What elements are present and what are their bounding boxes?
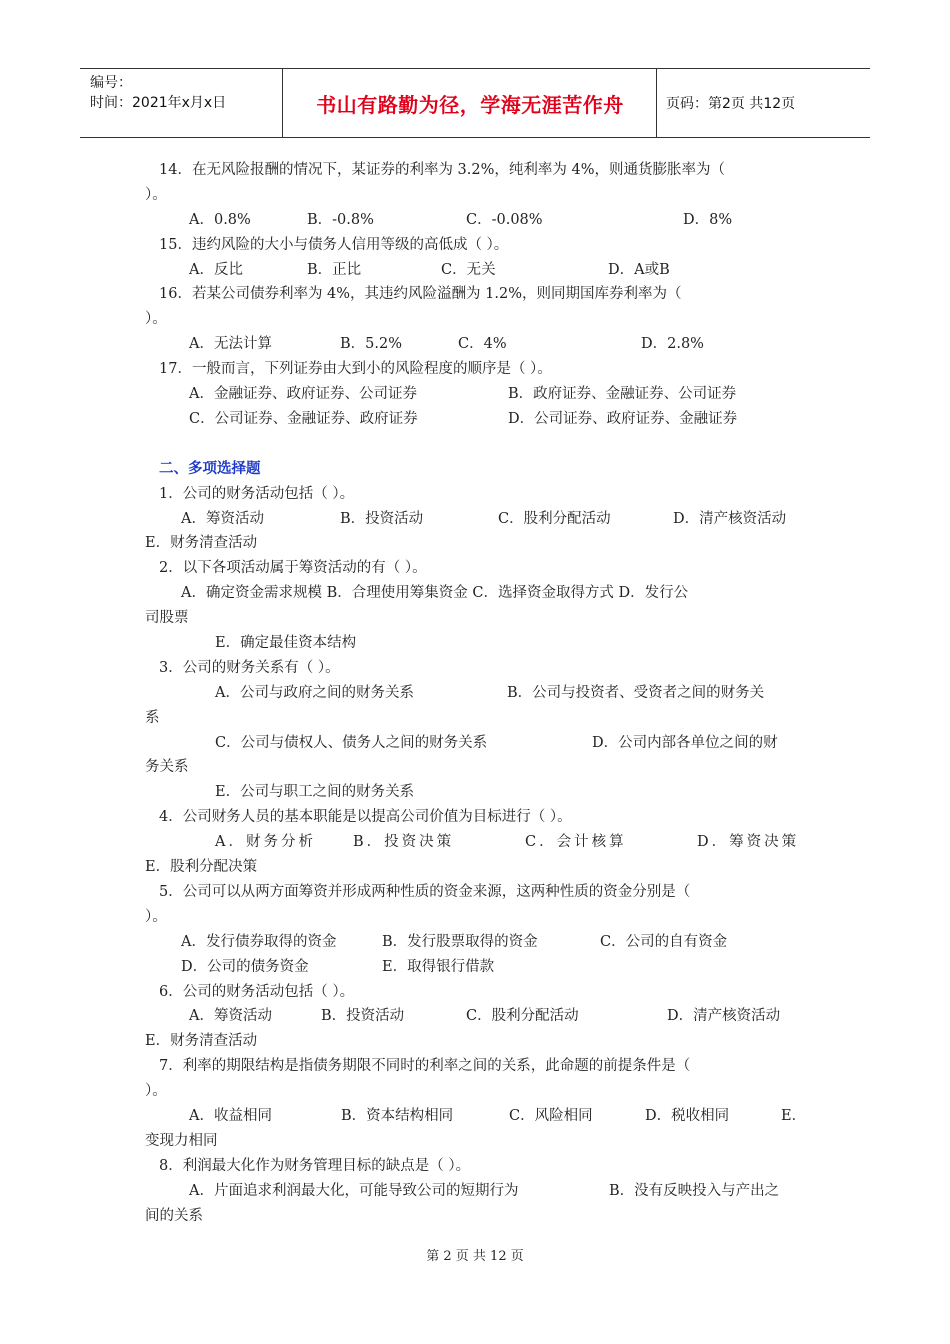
question-stem-continuation: ）。	[145, 1083, 167, 1100]
question-options	[145, 681, 810, 706]
question-options	[145, 930, 810, 955]
option: A．公司与政府之间的财务关系	[215, 684, 414, 701]
option: B．公司与投资者、受资者之间的财务关	[507, 684, 765, 701]
question-stem: 2．以下各项活动属于筹资活动的有（ ）。	[159, 560, 427, 577]
question-options-tail: E．财务清查活动	[145, 1033, 258, 1050]
option: A．发行债券取得的资金	[181, 933, 337, 950]
question-options-tail: 务关系	[145, 759, 189, 776]
question-options	[145, 332, 810, 357]
question-stem: 6．公司的财务活动包括（ ）。	[159, 983, 355, 1000]
question-options	[145, 955, 810, 980]
option: C．会计核算	[525, 834, 627, 851]
question-stem: 3．公司的财务关系有（ ）。	[159, 659, 340, 676]
question-stem: 1．公司的财务活动包括（ ）。	[159, 485, 355, 502]
option: E．取得银行借款	[382, 958, 495, 975]
header-time-label: 时间：2021年x月x日	[90, 95, 227, 111]
question-options	[145, 1179, 810, 1204]
option: A．收益相同	[189, 1107, 272, 1124]
option: B．正比	[307, 261, 362, 278]
option: C．股利分配活动	[466, 1008, 579, 1025]
question-options	[145, 1104, 810, 1129]
option: C．公司的自有资金	[600, 933, 728, 950]
question-options	[145, 258, 810, 283]
question-options	[145, 407, 810, 432]
option: A．无法计算	[189, 336, 272, 353]
question-options: E．确定最佳资本结构	[215, 635, 357, 652]
option: A．片面追求利润最大化，可能导致公司的短期行为	[189, 1182, 519, 1199]
question-options	[145, 731, 810, 756]
option: B．5.2%	[340, 336, 402, 353]
option: C．股利分配活动	[498, 510, 611, 527]
header-divider	[656, 69, 657, 137]
option: D．2.8%	[641, 336, 704, 353]
option: C．公司证券、金融证券、政府证券	[189, 410, 418, 427]
question-options	[145, 382, 810, 407]
question-stem-continuation: ）。	[145, 311, 167, 328]
option: D．税收相同	[645, 1107, 730, 1124]
question-stem-continuation: ）。	[145, 908, 167, 925]
question-stem-continuation: ）。	[145, 186, 167, 203]
option: C．公司与债权人、债务人之间的财务关系	[215, 734, 488, 751]
option: B．没有反映投入与产出之	[609, 1182, 780, 1199]
option: E．	[781, 1107, 807, 1124]
option: D．8%	[683, 211, 733, 228]
question-options-tail: E．股利分配决策	[145, 859, 258, 876]
header-page-code: 页码：第2页 共12页	[666, 96, 796, 112]
option: B．-0.8%	[307, 211, 374, 228]
question-stem: 4．公司财务人员的基本职能是以提高公司价值为目标进行（ ）。	[159, 809, 572, 826]
header-divider	[282, 69, 283, 137]
question-stem: 16．若某公司债券利率为 4%，其违约风险溢酬为 1.2%，则同期国库券利率为（	[159, 286, 682, 303]
question-options-tail: 间的关系	[145, 1207, 203, 1224]
question-options	[145, 830, 810, 855]
option: A．反比	[189, 261, 243, 278]
option: D．公司的债务资金	[181, 958, 309, 975]
question-stem: 7．利率的期限结构是指债务期限不同时的利率之间的关系，此命题的前提条件是（	[159, 1058, 691, 1075]
question-stem: 5．公司可以从两方面筹资并形成两种性质的资金来源，这两种性质的资金分别是（	[159, 883, 691, 900]
page-footer: 第 2 页 共 12 页	[426, 1249, 524, 1264]
option: B．投资活动	[321, 1008, 405, 1025]
question-options: A．确定资金需求规模 B．合理使用筹集资金 C．选择资金取得方式 D．发行公	[181, 585, 689, 602]
option: C．风险相同	[509, 1107, 593, 1124]
option: D．A或B	[608, 261, 670, 278]
header-motto: 书山有路勤为径，学海无涯苦作舟	[316, 92, 624, 117]
option: B．发行股票取得的资金	[382, 933, 538, 950]
question-options-tail: 变现力相同	[145, 1132, 218, 1149]
question-options: E．公司与职工之间的财务关系	[215, 784, 415, 801]
option: C．4%	[458, 336, 507, 353]
question-options-tail: 司股票	[145, 610, 189, 627]
option: C．-0.08%	[466, 211, 543, 228]
header-number-label: 编号：	[90, 75, 132, 91]
question-options-tail: E．财务清查活动	[145, 535, 258, 552]
option: D．清产核资活动	[673, 510, 787, 527]
question-stem: 14．在无风险报酬的情况下，某证券的利率为 3.2%，纯利率为 4%，则通货膨胀率为（	[159, 162, 726, 178]
option: C．无关	[441, 261, 496, 278]
option: A．筹资活动	[181, 510, 264, 527]
section-title: 二、多项选择题	[159, 460, 261, 477]
option: A．筹资活动	[189, 1008, 272, 1025]
option: D．筹资决策	[697, 834, 800, 851]
question-options	[145, 208, 810, 233]
question-stem: 15．违约风险的大小与债务人信用等级的高低成（ ）。	[159, 236, 509, 253]
option: D．清产核资活动	[667, 1008, 781, 1025]
option: B．政府证券、金融证券、公司证券	[508, 386, 737, 403]
question-options	[145, 507, 810, 532]
option: D．公司内部各单位之间的财	[592, 734, 778, 751]
option: A．金融证券、政府证券、公司证券	[189, 386, 417, 403]
question-stem: 17．一般而言，下列证券由大到小的风险程度的顺序是（ ）。	[159, 361, 552, 378]
option: A．财务分析	[215, 834, 316, 851]
question-options	[145, 1004, 810, 1029]
header-meta	[90, 73, 226, 113]
document-body	[145, 158, 810, 1228]
option: B．投资决策	[353, 834, 455, 851]
option: D．公司证券、政府证券、金融证券	[508, 410, 738, 427]
page-header	[80, 68, 870, 138]
question-options-tail: 系	[145, 709, 160, 726]
option: B．资本结构相同	[341, 1107, 454, 1124]
option: B．投资活动	[340, 510, 424, 527]
question-stem: 8．利润最大化作为财务管理目标的缺点是（ ）。	[159, 1157, 471, 1174]
option: A．0.8%	[189, 211, 251, 228]
